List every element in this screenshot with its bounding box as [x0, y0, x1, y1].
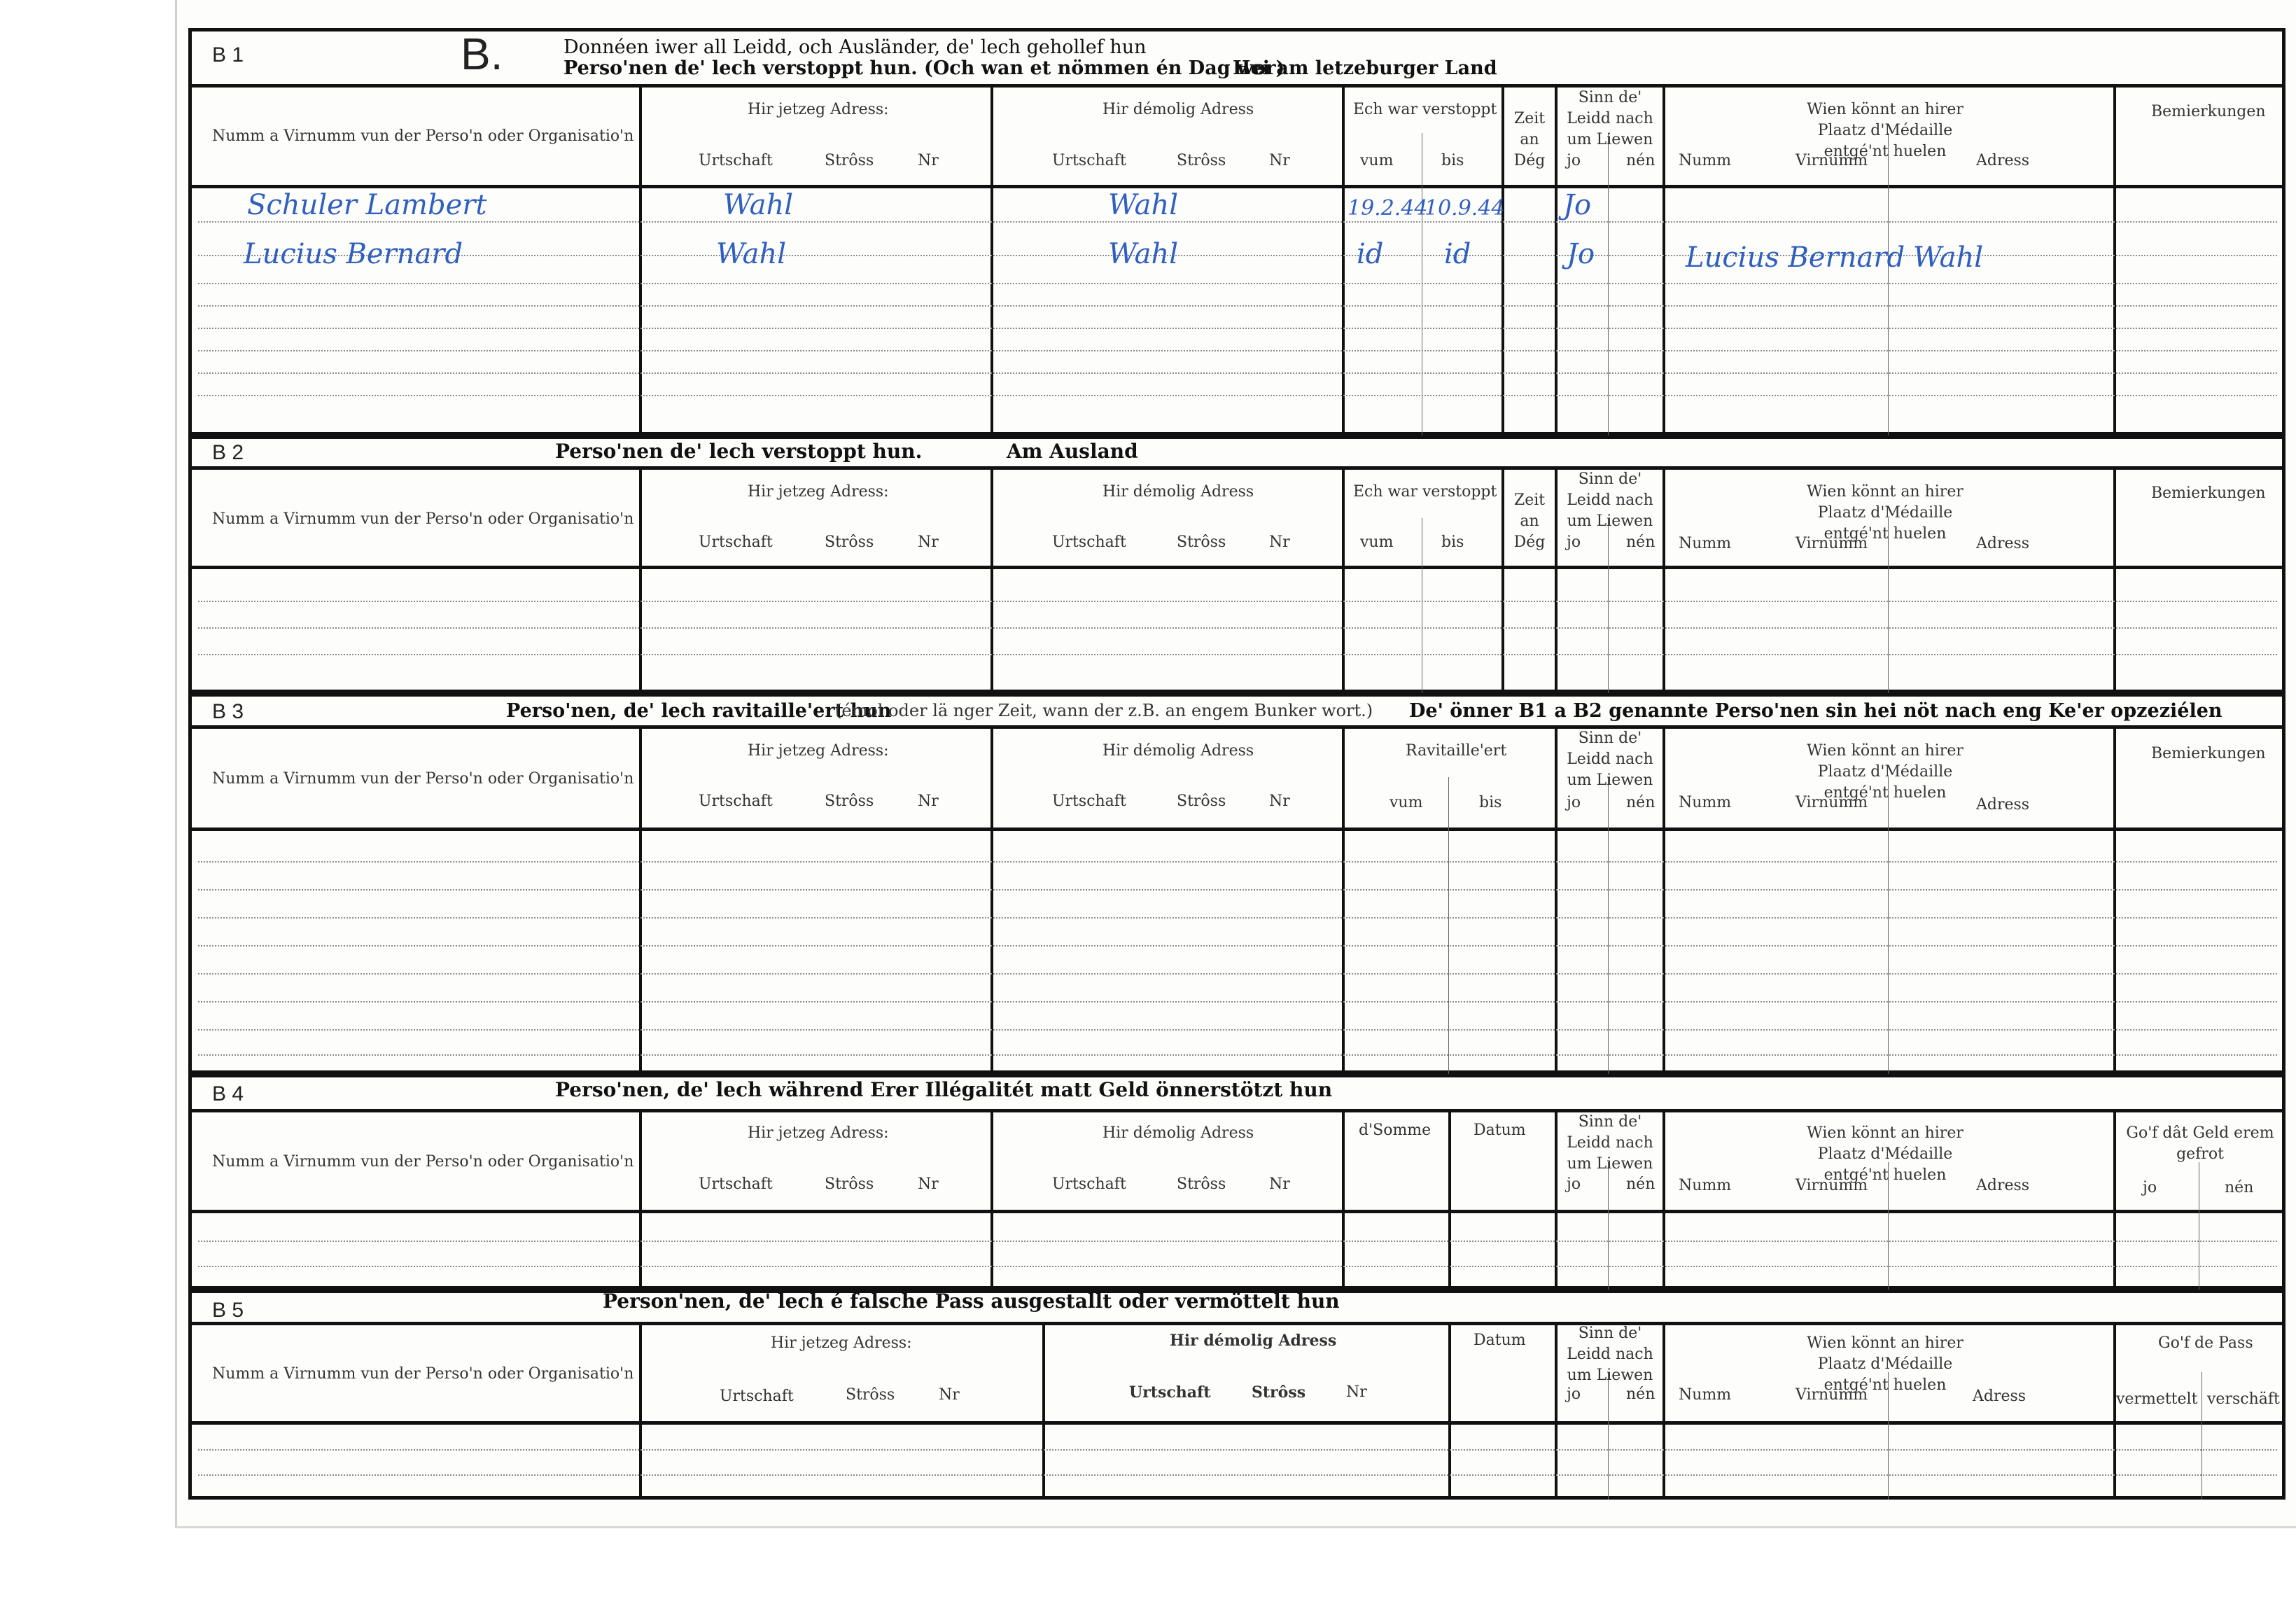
col-nen: nén: [1626, 1385, 1656, 1403]
section-b5-title: Person'nen, de' lech é falsche Pass ausgestallt oder vermöttelt hun: [603, 1290, 1340, 1313]
col-virnumm: Virnumm: [1795, 152, 1868, 169]
col-urtschaft: Urtschaft: [699, 152, 773, 169]
section-b4-code: B 4: [212, 1082, 244, 1105]
col-datum: Datum: [1474, 1332, 1526, 1349]
col-current-address: Hir jetzeg Adress:: [748, 742, 889, 760]
col-stross: Strôss: [1177, 152, 1226, 169]
col-name: Numm a Virnumm vun der Perso'n oder Organisatio'n: [212, 1153, 634, 1171]
entry-name: Lucius Bernard: [244, 238, 463, 270]
col-nen: nén: [2225, 1179, 2254, 1196]
col-zeit: Zeit an Dég: [1513, 110, 1546, 169]
section-b1-code: B 1: [212, 43, 244, 67]
col-hidden: Ech war verstoppt: [1353, 483, 1497, 501]
col-stross: Strôss: [1177, 792, 1226, 810]
col-bemierkungen: Bemierkungen: [2151, 103, 2266, 120]
entry-bis: id: [1444, 238, 1471, 270]
col-nr: Nr: [1269, 533, 1290, 551]
section-b3-title: Perso'nen, de' lech ravitaille'ert hun: [506, 700, 892, 722]
col-jo: jo: [2143, 1179, 2157, 1196]
col-nen: nén: [1626, 152, 1656, 169]
col-hidden: Ech war verstoppt: [1353, 101, 1497, 118]
col-current-address: Hir jetzeg Adress:: [748, 483, 889, 501]
col-stross: Strôss: [846, 1386, 895, 1404]
entry-former-address: Wahl: [1108, 189, 1179, 221]
col-bis: bis: [1441, 152, 1464, 169]
col-numm: Numm: [1679, 794, 1732, 811]
col-name: Numm a Virnumm vun der Perso'n oder Organisatio'n: [212, 1365, 634, 1383]
col-datum: Datum: [1474, 1122, 1526, 1139]
col-bemierkungen: Bemierkungen: [2151, 745, 2266, 762]
col-virnumm: Virnumm: [1795, 1386, 1868, 1404]
col-wien: Wien könnt an hirer Plaatz d'Médaille entgé'nt huelen: [1807, 742, 1963, 802]
section-b3-title-right: De' önner B1 a B2 genannte Perso'nen sin hei nöt nach eng Ke'er opzeziélen: [1409, 700, 2222, 722]
col-vum: vum: [1360, 152, 1394, 169]
col-virnumm: Virnumm: [1795, 535, 1868, 552]
entry-vum: 19.2.44: [1348, 196, 1428, 221]
entry-jo: Jo: [1567, 238, 1595, 270]
col-stross: Strôss: [825, 152, 874, 169]
col-gof-geld: Go'f dât Geld erem gefrot: [2126, 1124, 2274, 1163]
col-nr: Nr: [918, 1175, 939, 1193]
col-sinn: Sinn de' Leidd nach um Liewen: [1567, 1325, 1653, 1384]
col-current-address: Hir jetzeg Adress:: [771, 1334, 912, 1352]
entry-bis: 10.9.44: [1424, 196, 1505, 221]
col-nr: Nr: [1346, 1383, 1367, 1401]
col-urtschaft: Urtschaft: [1052, 792, 1126, 810]
col-nr: Nr: [1269, 152, 1290, 169]
col-stross: Strôss: [825, 792, 874, 810]
entry-jo: Jo: [1563, 189, 1592, 221]
col-somme: d'Somme: [1359, 1122, 1432, 1139]
section-letter: B.: [461, 29, 503, 79]
col-vermettelt: vermettelt: [2116, 1390, 2198, 1408]
entry-current-address: Wahl: [716, 238, 787, 270]
section-b2-title-right: Am Ausland: [1007, 440, 1138, 463]
section-b5-code: B 5: [212, 1299, 244, 1322]
col-nr: Nr: [1269, 1175, 1290, 1193]
col-gof-pass: Go'f de Pass: [2158, 1334, 2253, 1352]
col-nr: Nr: [918, 792, 939, 810]
col-vum: vum: [1390, 794, 1423, 811]
section-b2-code: B 2: [212, 441, 244, 464]
col-former-address: Hir démolig Adress: [1102, 101, 1254, 118]
section-b4-title: Perso'nen, de' lech während Erer Illégalitét matt Geld önnerstötzt hun: [555, 1078, 1333, 1101]
col-name: Numm a Virnumm vun der Perso'n oder Organisatio'n: [212, 770, 634, 788]
entry-name: Schuler Lambert: [247, 189, 487, 221]
entry-medal-recipient: Lucius Bernard: [1686, 242, 1905, 274]
section-b2-title: Perso'nen de' lech verstoppt hun.: [555, 440, 923, 463]
col-former-address: Hir démolig Adress: [1102, 483, 1254, 501]
section-b3-code: B 3: [212, 700, 244, 723]
col-nr: Nr: [1269, 792, 1290, 810]
col-ravitailleert: Ravitaille'ert: [1406, 742, 1507, 760]
col-former-address: Hir démolig Adress: [1102, 1124, 1254, 1142]
col-numm: Numm: [1679, 152, 1732, 169]
col-urtschaft: Urtschaft: [699, 792, 773, 810]
col-nr: Nr: [918, 533, 939, 551]
col-verschaft: verschäft: [2207, 1390, 2280, 1408]
col-virnumm: Virnumm: [1795, 794, 1868, 811]
col-urtschaft: Urtschaft: [1129, 1383, 1211, 1402]
col-jo: jo: [1567, 533, 1581, 551]
col-former-address: Hir démolig Adress: [1102, 742, 1254, 760]
col-name: Numm a Virnumm vun der Perso'n oder Organisatio'n: [212, 510, 634, 528]
entry-former-address: Wahl: [1108, 238, 1179, 270]
col-stross: Strôss: [825, 1175, 874, 1193]
col-current-address: Hir jetzeg Adress:: [748, 101, 889, 118]
col-jo: jo: [1567, 794, 1581, 811]
entry-vum: id: [1357, 238, 1384, 270]
col-adress: Adress: [1976, 535, 2030, 552]
col-urtschaft: Urtschaft: [1052, 152, 1126, 169]
col-wien: Wien könnt an hirer Plaatz d'Médaille entgé'nt huelen: [1807, 101, 1963, 160]
col-stross: Strôss: [1252, 1383, 1306, 1402]
col-sinn: Sinn de' Leidd nach um Liewen: [1567, 1113, 1653, 1173]
col-bis: bis: [1479, 794, 1502, 811]
section-b1-title-line1: Donnéen iwer all Leidd, och Ausländer, de' lech gehollef hun: [564, 36, 1147, 58]
form-sheet: [175, 0, 2296, 1528]
col-adress: Adress: [1976, 796, 2030, 814]
col-nen: nén: [1626, 533, 1656, 551]
entry-current-address: Wahl: [723, 189, 794, 221]
col-adress: Adress: [1976, 152, 2030, 169]
col-jo: jo: [1567, 1385, 1581, 1403]
col-stross: Strôss: [1177, 533, 1226, 551]
col-nen: nén: [1626, 1175, 1656, 1193]
col-former-address: Hir démolig Adress: [1170, 1332, 1337, 1350]
col-urtschaft: Urtschaft: [699, 1175, 773, 1193]
col-zeit: Zeit an Dég: [1513, 491, 1546, 551]
col-wien: Wien könnt an hirer Plaatz d'Médaille entgé'nt huelen: [1807, 483, 1963, 543]
col-stross: Strôss: [825, 533, 874, 551]
col-bemierkungen: Bemierkungen: [2151, 484, 2266, 502]
col-virnumm: Virnumm: [1795, 1177, 1868, 1194]
col-current-address: Hir jetzeg Adress:: [748, 1124, 889, 1142]
col-sinn: Sinn de' Leidd nach um Liewen: [1567, 89, 1653, 148]
col-urtschaft: Urtschaft: [699, 533, 773, 551]
col-urtschaft: Urtschaft: [1052, 1175, 1126, 1193]
col-urtschaft: Urtschaft: [720, 1388, 794, 1405]
section-b3-title-paren: (émol oder lä nger Zeit, wann der z.B. an engem Bunker wort.): [835, 701, 1373, 720]
col-adress: Adress: [1976, 1177, 2030, 1194]
col-nr: Nr: [939, 1386, 960, 1404]
col-nen: nén: [1626, 794, 1656, 811]
section-b1-title-line2: Perso'nen de' lech verstoppt hun. (Och wan et nömmen én Dag wor): [564, 57, 1285, 79]
col-nr: Nr: [918, 152, 939, 169]
col-name: Numm a Virnumm vun der Perso'n oder Organisatio'n: [212, 127, 634, 145]
entry-medal-address: Wahl: [1913, 242, 1984, 274]
col-numm: Numm: [1679, 1177, 1732, 1194]
col-bis: bis: [1441, 533, 1464, 551]
col-vum: vum: [1360, 533, 1394, 551]
col-wien: Wien könnt an hirer Plaatz d'Médaille entgé'nt huelen: [1807, 1124, 1963, 1184]
col-jo: jo: [1567, 152, 1581, 169]
col-stross: Strôss: [1177, 1175, 1226, 1193]
section-b1-frame: [188, 28, 2286, 435]
section-b1-title-right: Hei am letzeburger Land: [1233, 57, 1497, 79]
col-adress: Adress: [1973, 1388, 2026, 1405]
col-sinn: Sinn de' Leidd nach um Liewen: [1567, 470, 1653, 530]
col-numm: Numm: [1679, 535, 1732, 552]
col-jo: jo: [1567, 1175, 1581, 1193]
col-urtschaft: Urtschaft: [1052, 533, 1126, 551]
col-numm: Numm: [1679, 1386, 1732, 1404]
col-sinn: Sinn de' Leidd nach um Liewen: [1567, 729, 1653, 789]
col-wien: Wien könnt an hirer Plaatz d'Médaille entgé'nt huelen: [1807, 1334, 1963, 1394]
